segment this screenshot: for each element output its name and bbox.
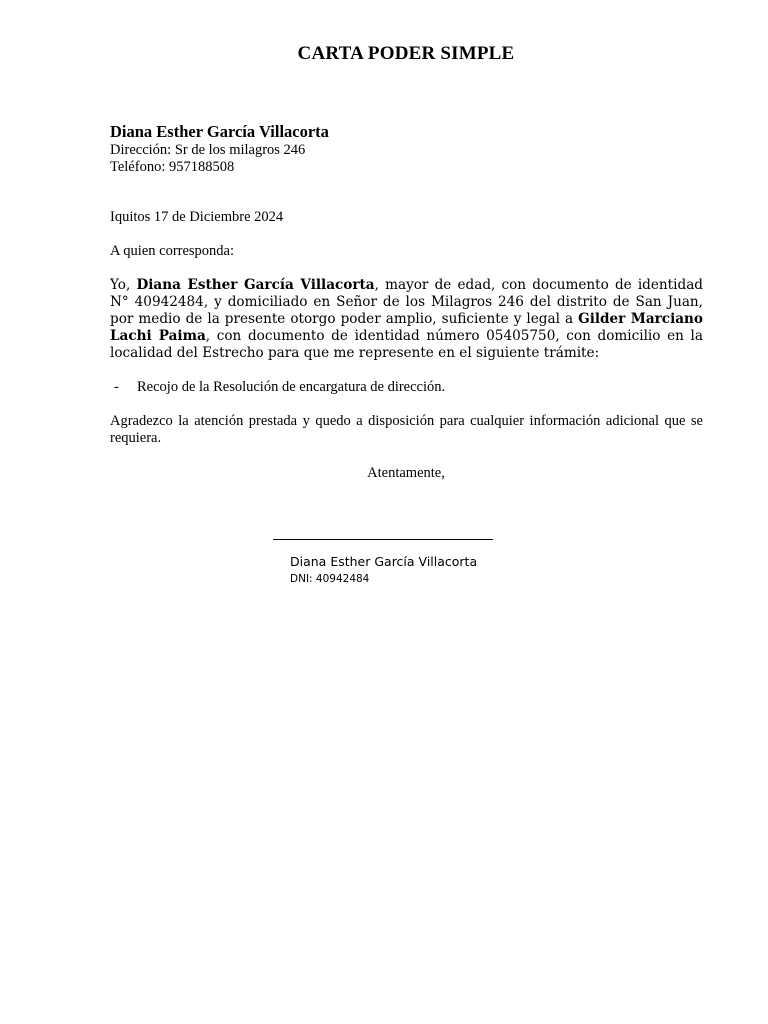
sender-phone: Teléfono: 957188508: [110, 159, 235, 175]
bullet-item: Recojo de la Resolución de encargatura de dirección.: [137, 379, 446, 395]
document-title: CARTA PODER SIMPLE: [297, 43, 515, 64]
letter-date: Iquitos 17 de Diciembre 2024: [110, 209, 284, 225]
agent-name: Gilder Marciano Lachi Paima: [110, 311, 703, 344]
grantor-name: Diana Esther García Villacorta: [136, 277, 375, 293]
sender-details: [110, 142, 703, 176]
p1-end: , con documento de identidad número 05405750, con domicilio en la localidad del Estrecho para que me represente en el siguiente trámite:: [110, 328, 704, 361]
signature-dni: DNI: 40942484: [290, 573, 370, 585]
salutation: A quien corresponda:: [110, 243, 235, 259]
body-paragraph-2: Agradezco la atención prestada y quedo a disposición para cualquier información adicional que se requiera.: [110, 413, 703, 446]
p1-intro: Yo,: [110, 277, 137, 293]
p1-dni: 40942484: [134, 294, 204, 310]
closing: Atentamente,: [367, 465, 445, 481]
bullet-marker: -: [114, 379, 119, 395]
p1-mid2: , y domiciliado en Señor de los Milagros 246 del distrito de San Juan, por medio de la presente otorgo poder amplio, suficiente y legal a: [110, 294, 704, 327]
body-paragraph-1: [110, 277, 703, 362]
signature-name: Diana Esther García Villacorta: [290, 554, 478, 569]
sender-address: Dirección: Sr de los milagros 246: [110, 142, 306, 158]
sender-name: Diana Esther García Villacorta: [110, 122, 329, 141]
signature-line: [273, 539, 493, 540]
p1-mid: , mayor de edad, con documento de identidad N°: [110, 277, 703, 310]
